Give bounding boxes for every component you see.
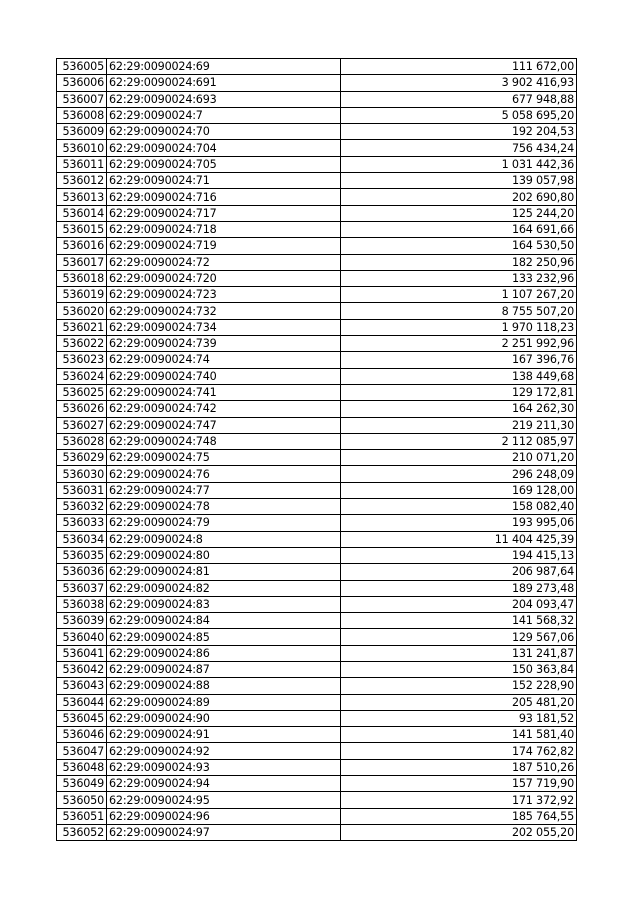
cadastral-value-cell: 185 764,55 <box>341 808 577 824</box>
cadastral-number-cell: 62:29:0090024:740 <box>107 368 341 384</box>
table-row <box>57 303 577 319</box>
cadastral-number-cell: 62:29:0090024:723 <box>107 287 341 303</box>
cadastral-value-cell: 219 211,30 <box>341 417 577 433</box>
cadastral-value-cell: 192 204,53 <box>341 124 577 140</box>
cadastral-number-cell: 62:29:0090024:691 <box>107 75 341 91</box>
cadastral-number-cell: 62:29:0090024:704 <box>107 140 341 156</box>
cadastral-value-cell: 129 172,81 <box>341 384 577 400</box>
table-row <box>57 336 577 352</box>
cadastral-value-cell: 8 755 507,20 <box>341 303 577 319</box>
row-id-cell: 536050 <box>57 792 107 808</box>
cadastral-number-cell: 62:29:0090024:734 <box>107 319 341 335</box>
table-row <box>57 547 577 563</box>
cadastral-number-cell: 62:29:0090024:718 <box>107 221 341 237</box>
cadastral-number-cell: 62:29:0090024:82 <box>107 580 341 596</box>
row-id-cell: 536008 <box>57 107 107 123</box>
table-row <box>57 792 577 808</box>
cadastral-number-cell: 62:29:0090024:75 <box>107 450 341 466</box>
cadastral-number-cell: 62:29:0090024:94 <box>107 776 341 792</box>
cadastral-number-cell: 62:29:0090024:717 <box>107 205 341 221</box>
cadastral-value-cell: 677 948,88 <box>341 91 577 107</box>
cadastral-number-cell: 62:29:0090024:92 <box>107 743 341 759</box>
cadastral-value-cell: 164 530,50 <box>341 238 577 254</box>
cadastral-number-cell: 62:29:0090024:84 <box>107 613 341 629</box>
cadastral-value-cell: 171 372,92 <box>341 792 577 808</box>
table-row <box>57 173 577 189</box>
cadastral-value-cell: 756 434,24 <box>341 140 577 156</box>
row-id-cell: 536040 <box>57 629 107 645</box>
cadastral-value-cell: 157 719,90 <box>341 776 577 792</box>
row-id-cell: 536014 <box>57 205 107 221</box>
cadastral-value-cell: 210 071,20 <box>341 450 577 466</box>
table-row <box>57 140 577 156</box>
row-id-cell: 536015 <box>57 221 107 237</box>
row-id-cell: 536018 <box>57 270 107 286</box>
row-id-cell: 536023 <box>57 352 107 368</box>
row-id-cell: 536025 <box>57 384 107 400</box>
cadastral-number-cell: 62:29:0090024:78 <box>107 499 341 515</box>
cadastral-number-cell: 62:29:0090024:76 <box>107 466 341 482</box>
cadastral-value-cell: 133 232,96 <box>341 270 577 286</box>
table-row <box>57 107 577 123</box>
row-id-cell: 536031 <box>57 482 107 498</box>
row-id-cell: 536043 <box>57 678 107 694</box>
cadastral-number-cell: 62:29:0090024:705 <box>107 156 341 172</box>
row-id-cell: 536042 <box>57 661 107 677</box>
cadastral-number-cell: 62:29:0090024:732 <box>107 303 341 319</box>
row-id-cell: 536034 <box>57 531 107 547</box>
cadastral-value-cell: 111 672,00 <box>341 59 577 75</box>
cadastral-number-cell: 62:29:0090024:71 <box>107 173 341 189</box>
row-id-cell: 536022 <box>57 336 107 352</box>
table-row <box>57 580 577 596</box>
row-id-cell: 536005 <box>57 59 107 75</box>
table-row <box>57 401 577 417</box>
table-row <box>57 450 577 466</box>
cadastral-number-cell: 62:29:0090024:716 <box>107 189 341 205</box>
cadastral-number-cell: 62:29:0090024:88 <box>107 678 341 694</box>
cadastral-value-cell: 164 262,30 <box>341 401 577 417</box>
cadastral-value-cell: 2 112 085,97 <box>341 433 577 449</box>
table-row <box>57 564 577 580</box>
cadastral-number-cell: 62:29:0090024:74 <box>107 352 341 368</box>
cadastral-value-cell: 138 449,68 <box>341 368 577 384</box>
cadastral-value-cell: 141 568,32 <box>341 613 577 629</box>
cadastral-value-cell: 125 244,20 <box>341 205 577 221</box>
table-body <box>57 59 577 841</box>
cadastral-value-cell: 1 970 118,23 <box>341 319 577 335</box>
cadastral-number-cell: 62:29:0090024:96 <box>107 808 341 824</box>
row-id-cell: 536051 <box>57 808 107 824</box>
cadastral-value-cell: 202 690,80 <box>341 189 577 205</box>
row-id-cell: 536026 <box>57 401 107 417</box>
table-row <box>57 75 577 91</box>
cadastral-value-cell: 5 058 695,20 <box>341 107 577 123</box>
row-id-cell: 536049 <box>57 776 107 792</box>
table-row <box>57 270 577 286</box>
cadastral-number-cell: 62:29:0090024:77 <box>107 482 341 498</box>
row-id-cell: 536020 <box>57 303 107 319</box>
cadastral-value-cell: 296 248,09 <box>341 466 577 482</box>
cadastral-value-cell: 131 241,87 <box>341 645 577 661</box>
row-id-cell: 536046 <box>57 727 107 743</box>
table-row <box>57 531 577 547</box>
row-id-cell: 536052 <box>57 824 107 840</box>
row-id-cell: 536016 <box>57 238 107 254</box>
cadastral-value-cell: 152 228,90 <box>341 678 577 694</box>
table-row <box>57 254 577 270</box>
cadastral-number-cell: 62:29:0090024:87 <box>107 661 341 677</box>
cadastral-number-cell: 62:29:0090024:83 <box>107 596 341 612</box>
row-id-cell: 536035 <box>57 547 107 563</box>
cadastral-value-cell: 189 273,48 <box>341 580 577 596</box>
table-row <box>57 221 577 237</box>
cadastral-number-cell: 62:29:0090024:741 <box>107 384 341 400</box>
table-row <box>57 124 577 140</box>
row-id-cell: 536013 <box>57 189 107 205</box>
cadastral-value-cell: 3 902 416,93 <box>341 75 577 91</box>
row-id-cell: 536009 <box>57 124 107 140</box>
row-id-cell: 536017 <box>57 254 107 270</box>
cadastral-number-cell: 62:29:0090024:8 <box>107 531 341 547</box>
cadastral-number-cell: 62:29:0090024:719 <box>107 238 341 254</box>
cadastral-value-cell: 174 762,82 <box>341 743 577 759</box>
row-id-cell: 536010 <box>57 140 107 156</box>
row-id-cell: 536033 <box>57 515 107 531</box>
table-row <box>57 596 577 612</box>
table-row <box>57 482 577 498</box>
table-row <box>57 678 577 694</box>
cadastral-value-cell: 11 404 425,39 <box>341 531 577 547</box>
cadastral-number-cell: 62:29:0090024:79 <box>107 515 341 531</box>
table-row <box>57 694 577 710</box>
cadastral-number-cell: 62:29:0090024:91 <box>107 727 341 743</box>
table-row <box>57 189 577 205</box>
cadastral-number-cell: 62:29:0090024:69 <box>107 59 341 75</box>
table-row <box>57 319 577 335</box>
table-row <box>57 499 577 515</box>
cadastral-value-cell: 205 481,20 <box>341 694 577 710</box>
row-id-cell: 536036 <box>57 564 107 580</box>
table-row <box>57 384 577 400</box>
table-row <box>57 776 577 792</box>
table-row <box>57 417 577 433</box>
cadastral-number-cell: 62:29:0090024:97 <box>107 824 341 840</box>
cadastral-value-cell: 202 055,20 <box>341 824 577 840</box>
table-row <box>57 433 577 449</box>
row-id-cell: 536038 <box>57 596 107 612</box>
table-row <box>57 629 577 645</box>
row-id-cell: 536027 <box>57 417 107 433</box>
cadastral-value-cell: 204 093,47 <box>341 596 577 612</box>
cadastral-value-cell: 150 363,84 <box>341 661 577 677</box>
cadastral-number-cell: 62:29:0090024:95 <box>107 792 341 808</box>
cadastral-value-cell: 187 510,26 <box>341 759 577 775</box>
cadastral-number-cell: 62:29:0090024:81 <box>107 564 341 580</box>
cadastral-number-cell: 62:29:0090024:7 <box>107 107 341 123</box>
table-row <box>57 727 577 743</box>
cadastral-value-cell: 169 128,00 <box>341 482 577 498</box>
cadastral-number-cell: 62:29:0090024:80 <box>107 547 341 563</box>
row-id-cell: 536041 <box>57 645 107 661</box>
table-row <box>57 59 577 75</box>
cadastral-value-cell: 1 107 267,20 <box>341 287 577 303</box>
row-id-cell: 536007 <box>57 91 107 107</box>
cadastral-value-table <box>56 58 577 841</box>
table-row <box>57 759 577 775</box>
table-row <box>57 287 577 303</box>
row-id-cell: 536012 <box>57 173 107 189</box>
table-row <box>57 205 577 221</box>
cadastral-number-cell: 62:29:0090024:72 <box>107 254 341 270</box>
row-id-cell: 536029 <box>57 450 107 466</box>
cadastral-number-cell: 62:29:0090024:70 <box>107 124 341 140</box>
cadastral-number-cell: 62:29:0090024:748 <box>107 433 341 449</box>
table-row <box>57 515 577 531</box>
table-row <box>57 368 577 384</box>
row-id-cell: 536037 <box>57 580 107 596</box>
cadastral-value-cell: 93 181,52 <box>341 710 577 726</box>
cadastral-number-cell: 62:29:0090024:693 <box>107 91 341 107</box>
cadastral-number-cell: 62:29:0090024:747 <box>107 417 341 433</box>
table-row <box>57 156 577 172</box>
cadastral-number-cell: 62:29:0090024:86 <box>107 645 341 661</box>
cadastral-value-cell: 193 995,06 <box>341 515 577 531</box>
cadastral-value-cell: 139 057,98 <box>341 173 577 189</box>
row-id-cell: 536039 <box>57 613 107 629</box>
row-id-cell: 536030 <box>57 466 107 482</box>
cadastral-number-cell: 62:29:0090024:85 <box>107 629 341 645</box>
table-row <box>57 466 577 482</box>
cadastral-value-cell: 141 581,40 <box>341 727 577 743</box>
cadastral-number-cell: 62:29:0090024:93 <box>107 759 341 775</box>
row-id-cell: 536006 <box>57 75 107 91</box>
row-id-cell: 536044 <box>57 694 107 710</box>
cadastral-number-cell: 62:29:0090024:720 <box>107 270 341 286</box>
cadastral-number-cell: 62:29:0090024:90 <box>107 710 341 726</box>
row-id-cell: 536019 <box>57 287 107 303</box>
cadastral-number-cell: 62:29:0090024:742 <box>107 401 341 417</box>
cadastral-value-cell: 158 082,40 <box>341 499 577 515</box>
table-row <box>57 645 577 661</box>
table-row <box>57 808 577 824</box>
row-id-cell: 536045 <box>57 710 107 726</box>
table-row <box>57 238 577 254</box>
row-id-cell: 536047 <box>57 743 107 759</box>
cadastral-number-cell: 62:29:0090024:89 <box>107 694 341 710</box>
row-id-cell: 536032 <box>57 499 107 515</box>
table-row <box>57 613 577 629</box>
table-row <box>57 710 577 726</box>
table-row <box>57 743 577 759</box>
cadastral-value-cell: 167 396,76 <box>341 352 577 368</box>
row-id-cell: 536028 <box>57 433 107 449</box>
cadastral-number-cell: 62:29:0090024:739 <box>107 336 341 352</box>
row-id-cell: 536048 <box>57 759 107 775</box>
cadastral-value-cell: 129 567,06 <box>341 629 577 645</box>
cadastral-value-cell: 2 251 992,96 <box>341 336 577 352</box>
cadastral-value-cell: 1 031 442,36 <box>341 156 577 172</box>
table-row <box>57 352 577 368</box>
cadastral-value-cell: 182 250,96 <box>341 254 577 270</box>
table-row <box>57 824 577 840</box>
row-id-cell: 536011 <box>57 156 107 172</box>
cadastral-value-cell: 206 987,64 <box>341 564 577 580</box>
cadastral-value-cell: 194 415,13 <box>341 547 577 563</box>
row-id-cell: 536021 <box>57 319 107 335</box>
table-row <box>57 91 577 107</box>
cadastral-value-cell: 164 691,66 <box>341 221 577 237</box>
row-id-cell: 536024 <box>57 368 107 384</box>
table-row <box>57 661 577 677</box>
